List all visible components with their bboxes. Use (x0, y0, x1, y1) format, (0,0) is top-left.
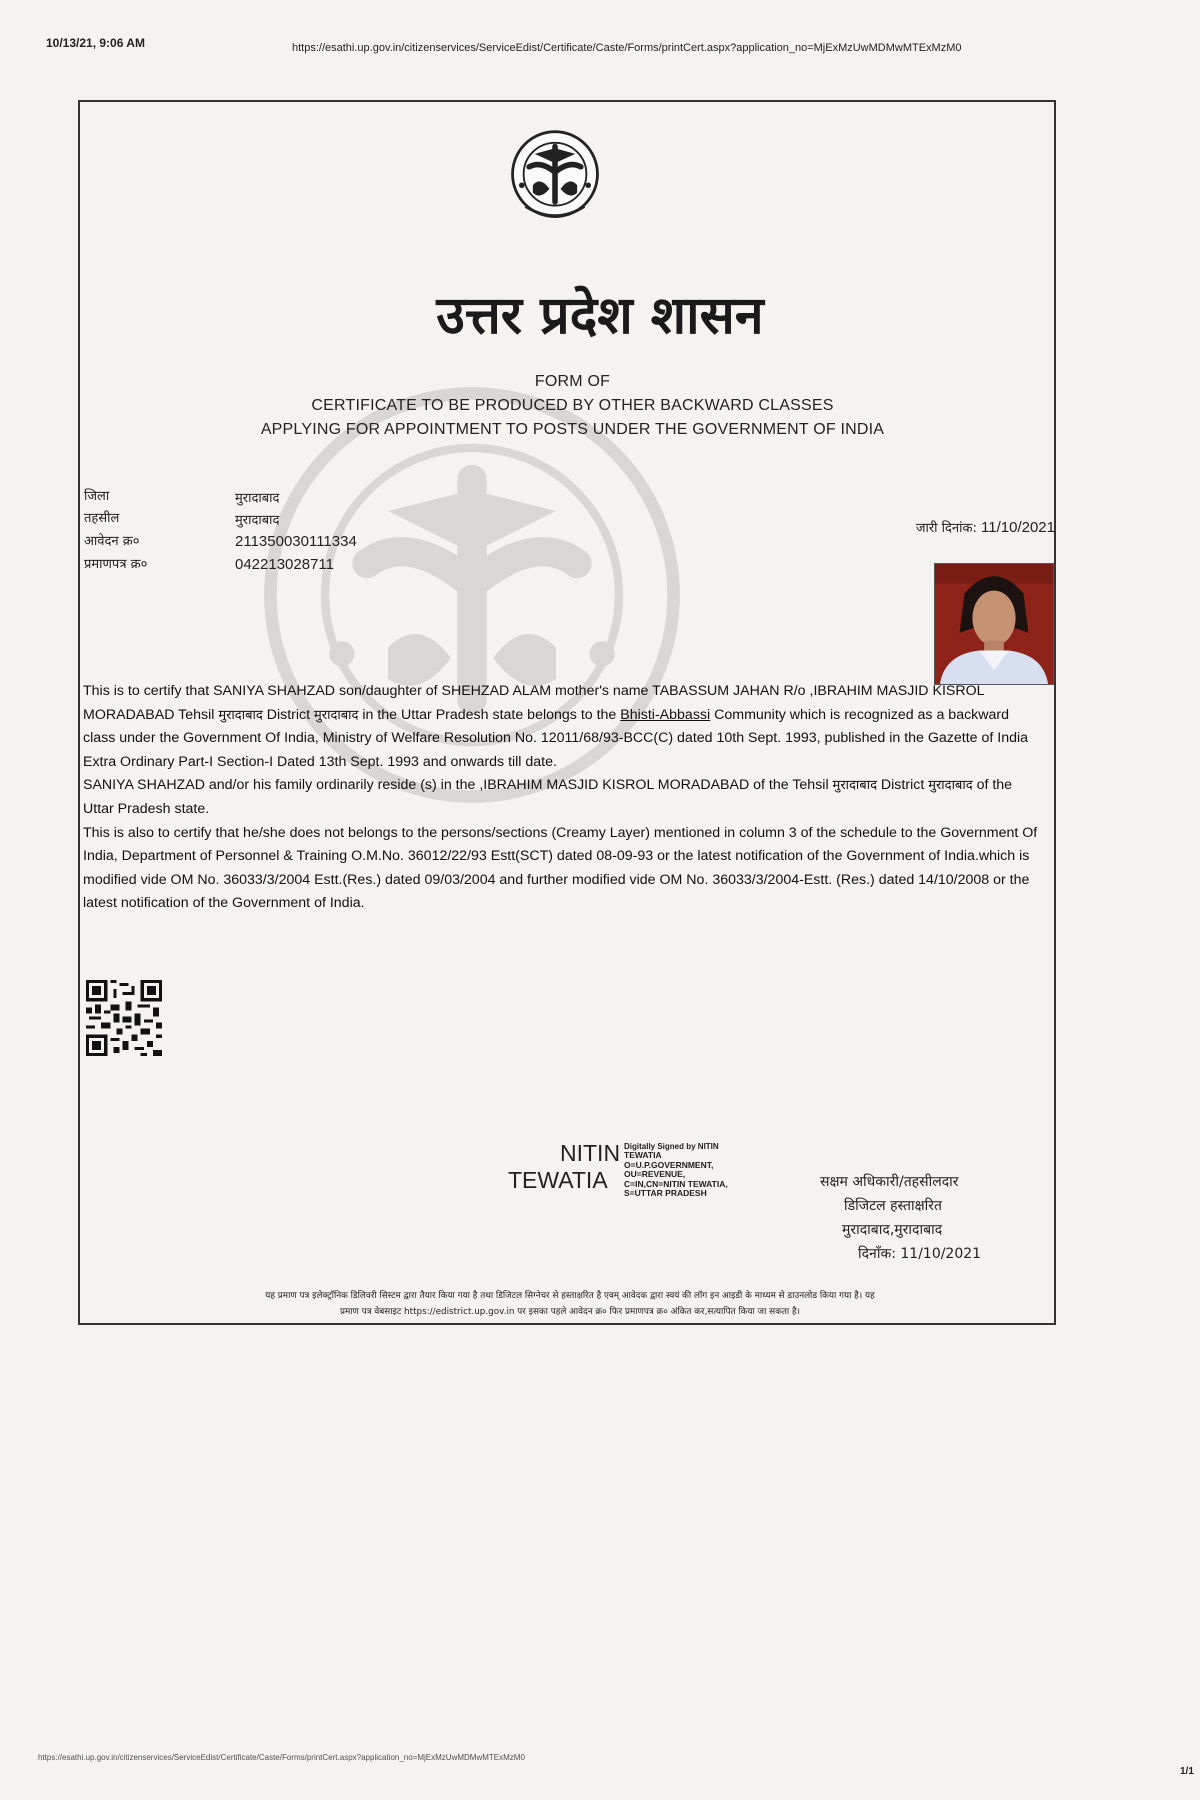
footer-note: यह प्रमाण पत्र इलेक्ट्रॉनिक डिलिवरी सिस्टम द्वारा तैयार किया गया है तथा डिजिटल सिग्नेचर से हस्ताक्षरित है एवम् आवेदक द्वारा स्वयं की लॉग इन आइडी के माध्यम से डाउनलोड किया गया है। यह प्रमाण पत्र वेबसाइट https://edistrict.up.gov.in पर इसका पहले आवेदन क्र० फिर प्रमाणपत्र क्र० अंकित कर,सत्यापित किया जा सकता है। (265, 1291, 875, 1317)
community-name: Bhisti-Abbassi (620, 706, 711, 723)
issue-date (916, 518, 1055, 536)
residence-paragraph: SANIYA SHAHZAD and/or his family ordinarily reside (s) in the ,IBRAHIM MASJID KISROL MORADABAD of the Tehsil मुरादाबाद District मुरादाबाद of the Uttar Pradesh state. (83, 777, 1013, 817)
applicant-photo (934, 563, 1054, 685)
print-datetime: 10/13/21, 9:06 AM (46, 36, 145, 50)
up-government-emblem (508, 128, 602, 248)
officer-digitally-signed: डिजिटल हस्ताक्षरित (844, 1198, 942, 1214)
form-of-heading: FORM OF (534, 373, 611, 390)
government-title: उत्तर प्रदेश शासन (436, 285, 764, 346)
certificate-subtitle-2: APPLYING FOR APPOINTMENT TO POSTS UNDER THE GOVERNMENT OF INDIA (260, 421, 885, 438)
certificate-no-value: 042213028711 (235, 556, 334, 573)
certificate-no-label: प्रमाणपत्र क्र० (84, 557, 148, 572)
district-label: जिला (84, 489, 110, 504)
certification-paragraph: This is to certify that SANIYA SHAHZAD son/daughter of SHEHZAD ALAM mother's name TABASSUM JAHAN R/o ,IBRAHIM MASJID KISROL MORADABAD Tehsil मुरादाबाद District मुरादाबाद in the Uttar Pradesh state belongs to the Bhisti-Abbassi Community which is recognized as a backward class under the Government Of India, Ministry of Welfare Resolution No. 12011/68/93-BCC(C) dated 10th Sept. 1993, published in the Gazette of India Extra Ordinary Part-I Section-I Dated 13th Sept. 1993 and onwards till date. (83, 683, 1029, 770)
issue-date-value: 11/10/2021 (981, 519, 1055, 536)
certificate-body (83, 680, 1043, 916)
officer-title: सक्षम अधिकारी/तहसीलदार (820, 1174, 959, 1190)
officer-place: मुरादाबाद,मुरादाबाद (842, 1222, 943, 1238)
qr-code (86, 980, 162, 1056)
digital-signature-details: Digitally Signed by NITIN TEWATIA O=U.P.GOVERNMENT, OU=REVENUE, C=IN,CN=NITIN TEWATIA, S=UTTAR PRADESH (624, 1142, 728, 1199)
creamy-layer-paragraph: This is also to certify that he/she does not belongs to the persons/sections (Creamy Layer) mentioned in column 3 of the schedule to the Government Of India, Department of Personnel & Training O.M.No. 36012/22/93 Estt(SCT) dated 08-09-93 or the latest notification of the Government of India.which is modified vide OM No. 36033/3/2004 Estt.(Res.) dated 09/03/2004 and further modified vide OM No. 36033/3/2004-Estt. (Res.) dated 14/10/2008 or the latest notification of the Government of India. (83, 824, 1038, 912)
officer-block (820, 1170, 981, 1266)
signatory-name: NITIN TEWATIA (508, 1140, 621, 1193)
tehsil-label: तहसील (84, 511, 120, 526)
issue-date-label: जारी दिनांक: (915, 521, 977, 536)
bottom-print-url: https://esathi.up.gov.in/citizenservices/ServiceEdist/Certificate/Caste/Forms/printCert.aspx?application_no=MjExMzUwMDMwMTExMzM0 (38, 1753, 525, 1762)
page-number: 1/1 (1180, 1766, 1194, 1777)
district-value: मुरादाबाद (235, 491, 280, 506)
application-no-value: 211350030111334 (235, 533, 357, 550)
application-no-label: आवेदन क्र० (84, 534, 140, 549)
officer-date: दिनाँक: 11/10/2021 (858, 1246, 982, 1262)
certificate-subtitle-1: CERTIFICATE TO BE PRODUCED BY OTHER BACKWARD CLASSES (311, 397, 834, 414)
print-url: https://esathi.up.gov.in/citizenservices/ServiceEdist/Certificate/Caste/Forms/printCert.aspx?application_no=MjExMzUwMDMwMTExMzM0 (292, 42, 962, 54)
tehsil-value: मुरादाबाद (235, 513, 280, 528)
